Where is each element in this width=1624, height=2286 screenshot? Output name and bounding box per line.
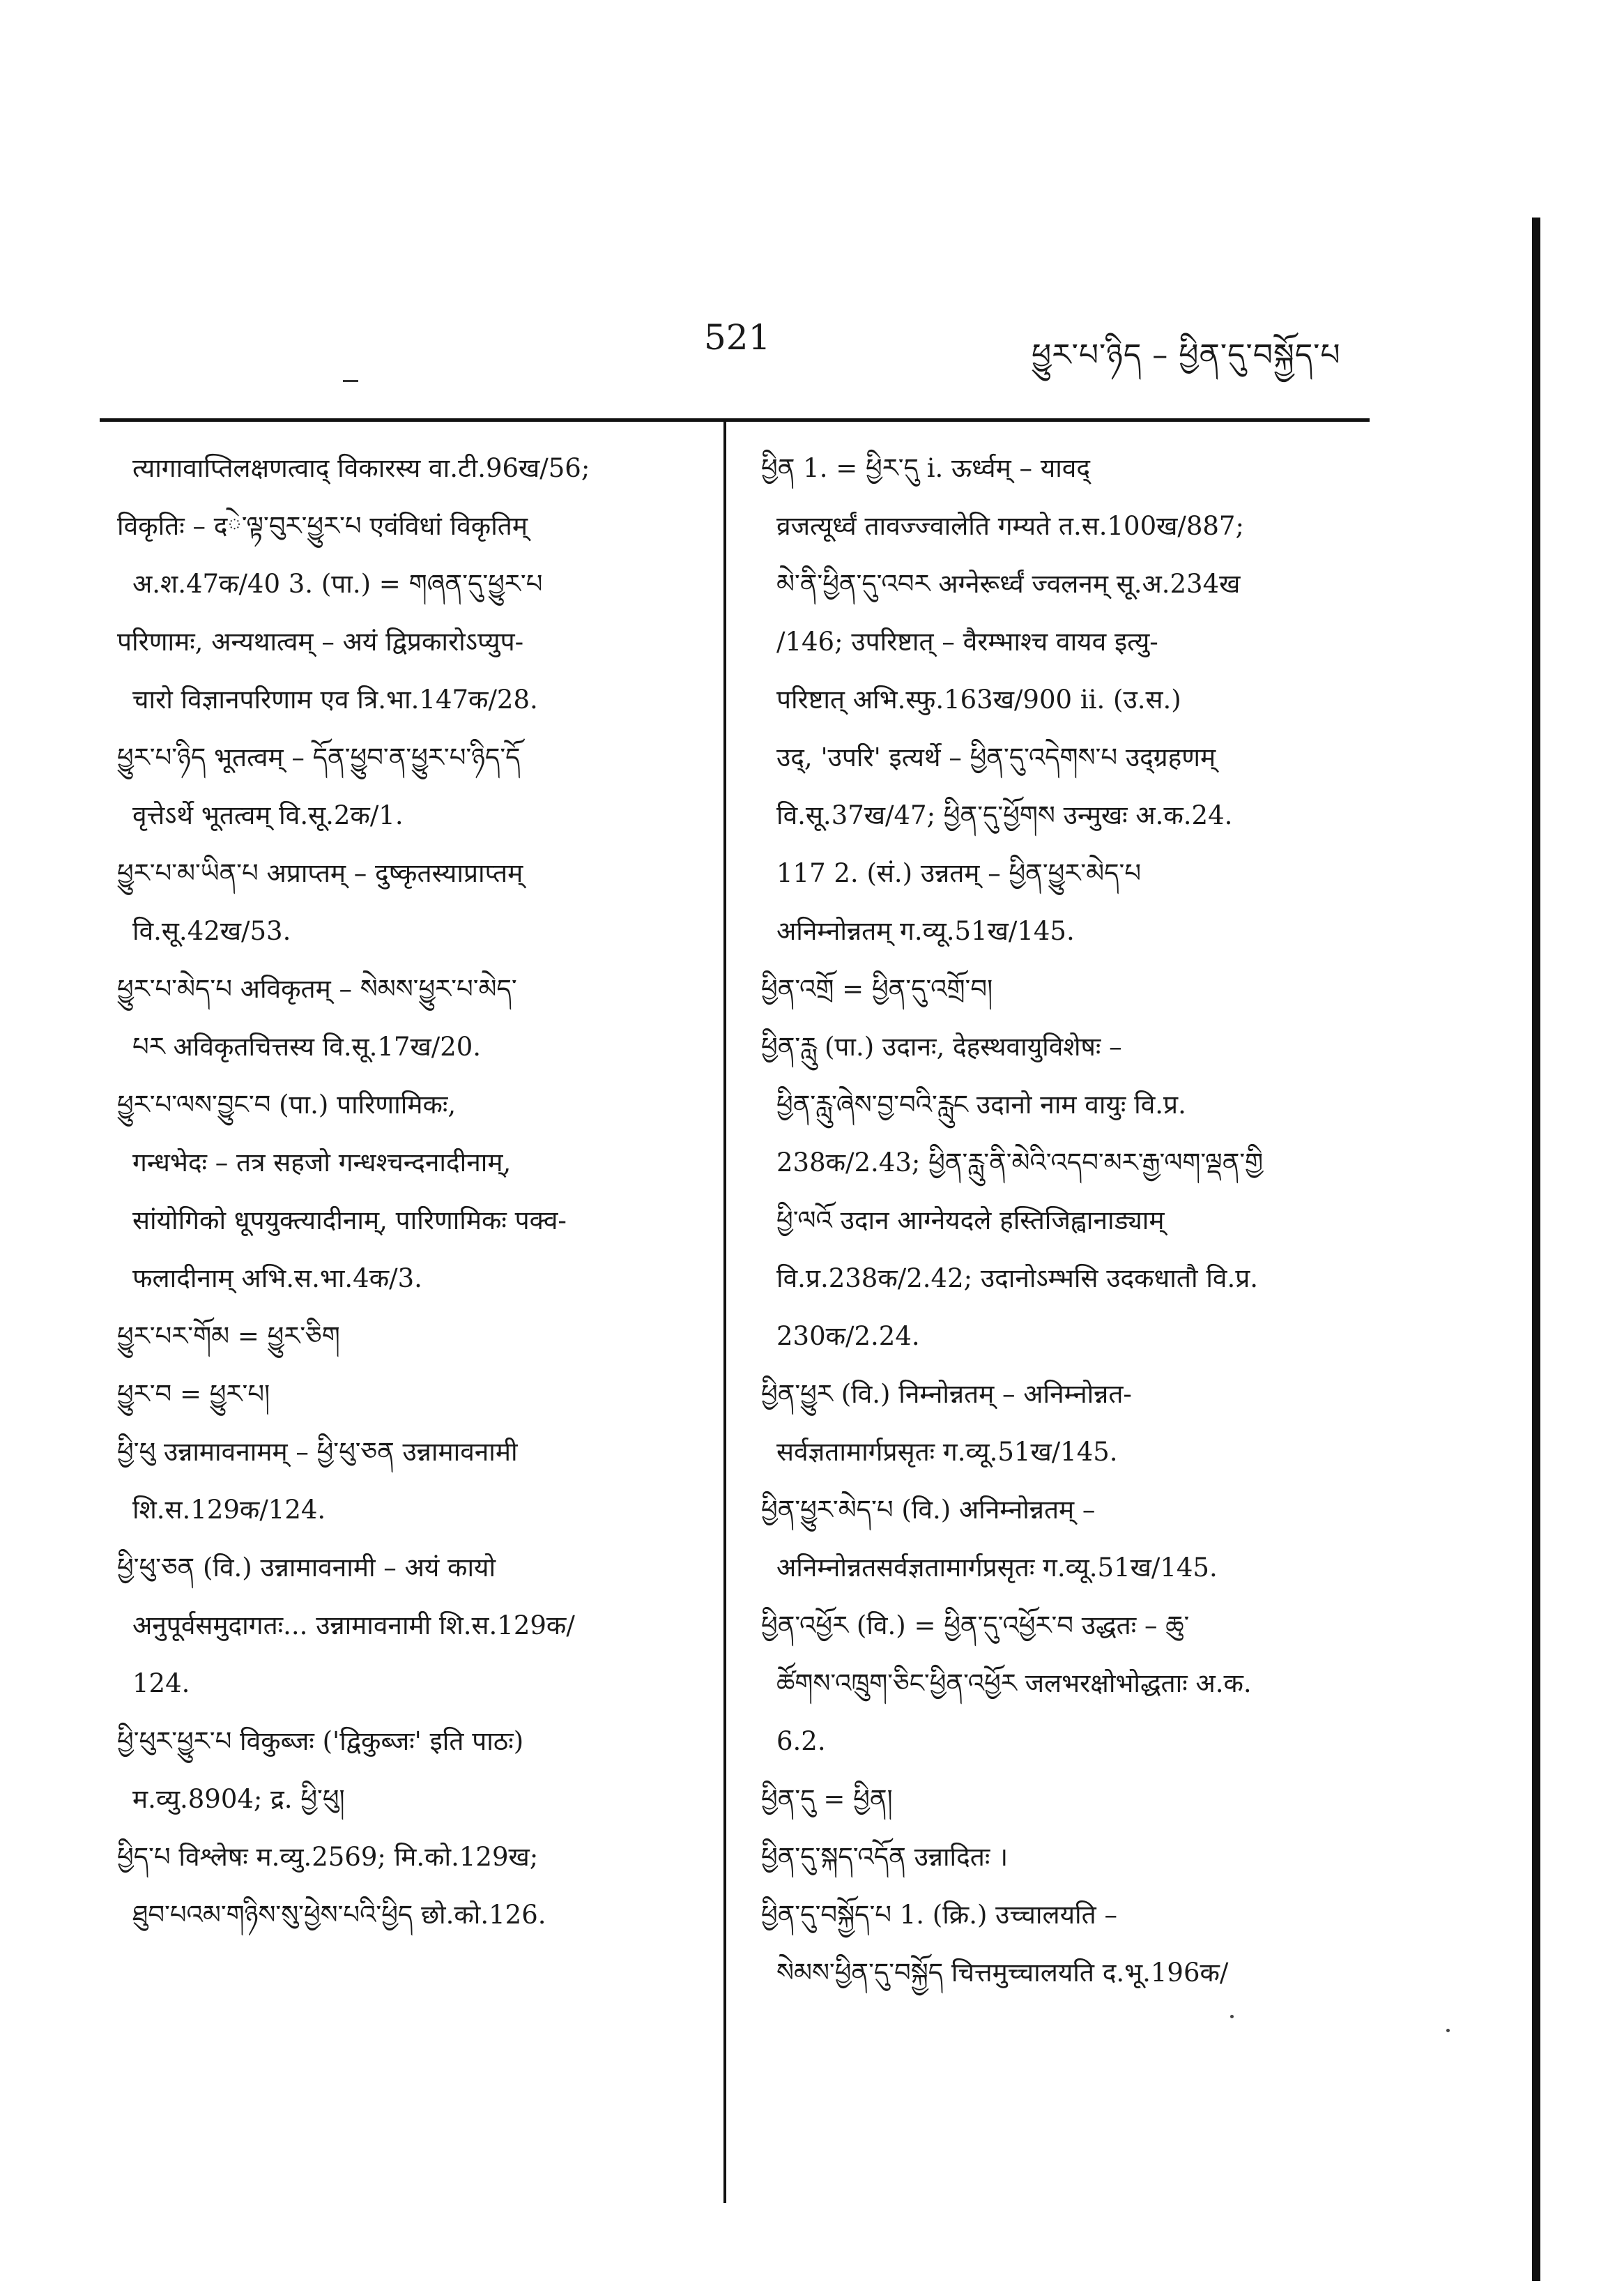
entry-text-line: ཕྱི་ལའོ उदान आग्नेयदले हस्तिजिह्वानाड्याम् [776,1205,1165,1235]
entry-text-line: सर्वज्ञतामार्गप्रसृतः ग.व्यू.51ख/145. [776,1437,1118,1467]
entry-text-line: वि.सू.37ख/47; ཕྱིན་དུ་ཕྱོགས उन्मुखः अ.क.24. [776,800,1233,830]
entry-text-line: ཕྱིན་རླུ་ཞེས་བྱ་བའི་རླུང उदानो नाम वायुः वि.प्र. [776,1090,1186,1120]
dictionary-entry-line: ཕྱིན་ཕྱུར (वि.) निम्नोन्नतम् – अनिम्नोन्नत- [761,1379,1132,1409]
entry-text-line: 124. [132,1668,190,1698]
entry-text-line: 238क/2.43; ཕྱིན་རླུ་ནི་མེའི་འདབ་མར་རྒྱ་ལག་ལྡན་གྱི [776,1148,1264,1178]
header-rule [100,418,1370,422]
entry-text-line: अनुपूर्वसमुदागतः... उन्नामावनामी शि.स.129क/ [132,1610,575,1640]
entry-text-line: अनिम्नोन्नतसर्वज्ञतामार्गप्रसृतः ग.व्यू.51ख/145. [776,1553,1218,1583]
dictionary-entry-line: ཕྱིན་དུ་བསྐྱོད་པ 1. (क्रि.) उच्चालयति – [761,1900,1117,1930]
entry-text-line: परिष्टात् अभि.स्फु.163ख/900 ii. (उ.स.) [776,685,1181,715]
dictionary-entry-line: ཕྱིན་འགྲོ = ཕྱིན་དུ་འགྲོ་བ། [761,974,993,1004]
dictionary-entry-line: ཕྱིན་དུ་སྐད་འདོན उन्नादितः । [761,1842,1009,1872]
dictionary-entry-line: ཕྱི་ཕུ उन्नामावनामम् – ཕྱི་ཕུ་ཅན उन्नामावनामी [117,1437,518,1467]
column-divider [723,418,726,2203]
entry-text-line: चारो विज्ञानपरिणाम एव त्रि.भा.147क/28. [132,685,538,715]
entry-text-line: མེ་ནི་ཕྱིན་དུ་འབར अग्नेरूर्ध्वं ज्वलनम् सू.अ.234ख [776,569,1241,599]
dictionary-entry-line: ཕྱིན་རླུ (पा.) उदानः, देहस्थवायुविशेषः – [761,1032,1122,1062]
entry-text-line: व्रजत्यूर्ध्वं तावज्ज्वालेति गम्यते त.स.100ख/887; [776,511,1244,541]
dictionary-entry-line: ཕྱུར་པ་ལས་བྱུང་བ (पा.) पारिणामिकः, [117,1090,457,1120]
scan-speck [1446,2029,1450,2032]
dictionary-entry-line: ཕྱིན་ཕྱུར་མེད་པ (वि.) अनिम्नोन्नतम् – [761,1495,1096,1525]
entry-text-line: गन्धभेदः – तत्र सहजो गन्धश्चन्दनादीनाम्, [132,1148,512,1178]
scan-speck [1230,2015,1234,2018]
entry-text-line: विकृतिः – दེ་ལྟ་བུར་ཕྱུར་པ एवंविधां विकृतिम् [117,511,528,541]
entry-text-line: वि.सू.42ख/53. [132,916,291,946]
entry-text-line: म.व्यु.8904; द्र. ཕྱི་ཕུ། [132,1784,345,1814]
entry-text-line: शि.स.129क/124. [132,1495,326,1525]
entry-text-line: वि.प्र.238क/2.42; उदानोऽम्भसि उदकधातौ वि.प्र. [776,1263,1259,1293]
dictionary-entry-line: ཕྱུར་པ་མེད་པ अविकृतम् – སེམས་ཕྱུར་པ་མེད་ [117,974,517,1004]
dictionary-entry-line: ཕྱིད་པ विश्लेषः म.व्यु.2569; मि.को.129ख; [117,1842,539,1872]
entry-text-line: त्यागावाप्तिलक्षणत्वाद् विकारस्य वा.टी.96ख/56; [132,453,590,483]
dictionary-entry-line: ཕྱི་ཕུ་ཅན (वि.) उन्नामावनामी – अयं कायो [117,1553,496,1583]
stray-dash-mark [343,380,358,382]
entry-text-line: 6.2. [776,1726,826,1756]
entry-text-line: པར अविकृतचित्तस्य वि.सू.17ख/20. [132,1032,482,1062]
page-number: 521 [704,317,771,358]
entry-text-line: /146; उपरिष्टात् – वैरम्भाश्च वायव इत्यु- [776,627,1158,657]
entry-text-line: 117 2. (सं.) उन्नतम् – ཕྱིན་ཕྱུར་མེད་པ [776,858,1142,888]
dictionary-entry-line: ཕྱི་ཕུར་ཕྱུར་པ विकुब्जः ('द्विकुब्जः' इति पाठः) [117,1726,524,1756]
entry-text-line: ཐུབ་པའམ་གཉིས་སུ་ཕྱེས་པའི་ཕྱིད छो.को.126. [132,1900,546,1930]
entry-text-line: अनिम्नोन्नतम् ग.व्यू.51ख/145. [776,916,1075,946]
left-column [117,439,703,1944]
running-head: ཕྱུར་པ་ཉིད – ཕྱིན་དུ་བསྐྱོད་པ [1032,337,1341,373]
dictionary-entry-line: ཕྱུར་པ་ཉིད भूतत्वम् – དོན་ཕྱུབ་ན་ཕྱུར་པ་ཉིད་དོ [117,742,521,772]
entry-text-line: फलादीनाम् अभि.स.भा.4क/3. [132,1263,422,1293]
entry-text-line: उद्, 'उपरि' इत्यर्थे – ཕྱིན་དུ་འདེགས་པ उद्ग्रहणम् [776,742,1216,772]
entry-text-line: अ.श.47क/40 3. (पा.) = གཞན་དུ་ཕྱུར་པ [132,569,543,599]
entry-text-line: 230क/2.24. [776,1321,920,1351]
dictionary-entry-line: ཕྱུར་པ་མ་ཡིན་པ अप्राप्तम् – दुष्कृतस्याप्राप्तम् [117,858,523,888]
right-column [761,439,1354,2002]
entry-text-line: སེམས་ཕྱིན་དུ་བསྐྱོད चित्तमुच्चालयति द.भू.196क/ [776,1958,1229,1988]
dictionary-entry-line: ཕྱུར་པར་གོམ = ཕྱུར་ཅིག [117,1321,340,1351]
dictionary-entry-line: ཕྱིན་འཕྱོར (वि.) = ཕྱིན་དུ་འཕྱོར་བ उद्धतः – ཆུ་ [761,1610,1190,1640]
entry-text-line: वृत्तेऽर्थे भूतत्वम् वि.सू.2क/1. [132,800,404,830]
entry-text-line: सांयोगिको धूपयुक्त्यादीनाम्, पारिणामिकः पक्व- [132,1205,567,1235]
scan-edge-bar [1532,218,1540,2281]
dictionary-entry-line: ཕྱུར་བ = ཕྱུར་པ། [117,1379,270,1409]
entry-text-line: परिणामः, अन्यथात्वम् – अयं द्विप्रकारोऽप्युप- [117,627,524,657]
dictionary-entry-line: ཕྱིན་དུ = ཕྱིན། [761,1784,893,1814]
dictionary-entry-line: ཕྱིན 1. = ཕྱིར་དུ i. ऊर्ध्वम् – यावद् [761,453,1091,483]
entry-text-line: ཚོགས་འཁྲུག་ཅིང་ཕྱིན་འཕྱོར जलभरक्षोभोद्धताः अ.क. [776,1668,1252,1698]
